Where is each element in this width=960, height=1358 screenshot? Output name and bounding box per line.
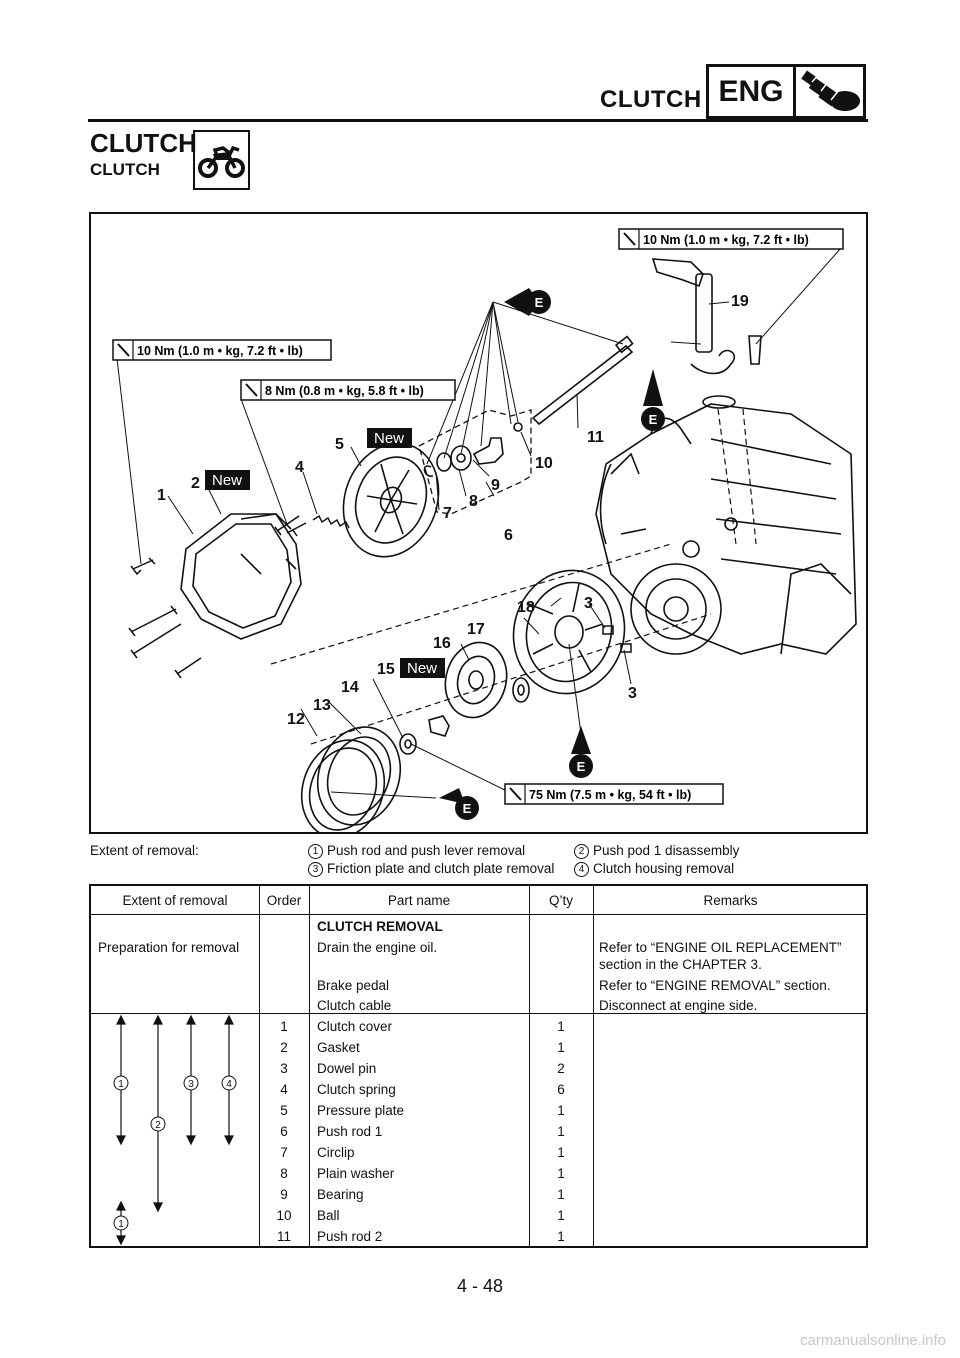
- prep-remark: section in the CHAPTER 3.: [599, 957, 762, 972]
- row-qty: 1: [557, 1145, 565, 1160]
- row-qty: 1: [557, 1229, 565, 1244]
- svg-text:8 Nm (0.8 m • kg, 5.8 ft • lb): 8 Nm (0.8 m • kg, 5.8 ft • lb): [265, 384, 424, 398]
- table-header: Part name: [387, 893, 451, 908]
- callout-18: 18: [517, 599, 535, 616]
- row-qty: 1: [557, 1040, 565, 1055]
- callout-15: 15: [377, 661, 395, 678]
- prep-remark: Refer to “ENGINE REMOVAL” section.: [599, 978, 831, 993]
- page-title: CLUTCH: [90, 128, 197, 158]
- callout-4: 4: [295, 459, 304, 476]
- lube-marker: [504, 288, 551, 316]
- callout-10: 10: [535, 455, 553, 472]
- eng-badge-label: ENG: [709, 67, 796, 116]
- callout-2: 2: [191, 475, 200, 492]
- row-order: 8: [280, 1166, 288, 1181]
- circled-number: 1: [308, 844, 323, 859]
- torque-label: [241, 380, 455, 400]
- page-number: 4 - 48: [456, 1276, 504, 1296]
- row-part: Gasket: [317, 1040, 360, 1055]
- callout-11: 11: [587, 429, 604, 446]
- row-part: Ball: [317, 1208, 340, 1223]
- callout-14: 14: [341, 679, 359, 696]
- row-part: Plain washer: [317, 1166, 395, 1181]
- row-qty: 1: [557, 1103, 565, 1118]
- lube-marker: [641, 369, 665, 431]
- row-order: 7: [280, 1145, 288, 1160]
- callout-8: 8: [469, 493, 478, 510]
- row-order: 10: [276, 1208, 292, 1223]
- new-tag: [367, 428, 412, 448]
- engine-icon: [796, 67, 863, 116]
- motorcycle-icon: [193, 130, 250, 190]
- svg-text:E: E: [534, 295, 544, 310]
- svg-text:E: E: [648, 412, 658, 427]
- circled-number: 4: [574, 862, 589, 877]
- row-order: 5: [280, 1103, 288, 1118]
- svg-text:10 Nm (1.0 m • kg, 7.2 ft • lb: 10 Nm (1.0 m • kg, 7.2 ft • lb): [643, 233, 809, 247]
- extent-arrows: [91, 1013, 259, 1248]
- callout-3a: 3: [584, 595, 593, 612]
- extent-item-1: [308, 843, 525, 859]
- svg-text:New: New: [406, 660, 438, 677]
- torque-label: [505, 784, 723, 804]
- new-tag: [400, 658, 445, 678]
- torque-label: [619, 229, 843, 249]
- svg-text:E: E: [576, 759, 586, 774]
- row-order: 3: [280, 1061, 288, 1076]
- prep-label: Preparation for removal: [98, 940, 240, 955]
- extent-item-2: [574, 843, 739, 859]
- row-order: 9: [280, 1187, 288, 1202]
- extent-item-4: [574, 861, 734, 877]
- circled-number: 2: [574, 844, 589, 859]
- new-tag: [205, 470, 250, 490]
- parts-table: [89, 884, 868, 1248]
- callout-16: 16: [433, 635, 451, 652]
- callout-1: 1: [157, 487, 166, 504]
- arrow-label: 4: [226, 1079, 232, 1090]
- arrow-label: 1: [118, 1219, 124, 1230]
- header-rule: [88, 119, 868, 122]
- row-order: 1: [280, 1019, 288, 1034]
- torque-label: [113, 340, 331, 360]
- callout-6: 6: [504, 527, 513, 544]
- prep-part: Brake pedal: [317, 978, 390, 993]
- watermark: carmanualsonline.info: [800, 1332, 946, 1349]
- section-title: CLUTCH REMOVAL: [317, 919, 443, 934]
- callout-9: 9: [491, 477, 500, 494]
- callout-7: 7: [443, 505, 452, 522]
- extent-item-text: Push pod 1 disassembly: [593, 843, 740, 858]
- row-part: Dowel pin: [317, 1061, 377, 1076]
- row-part: Circlip: [317, 1145, 355, 1160]
- lube-marker: [439, 788, 479, 820]
- row-part: Push rod 2: [317, 1229, 383, 1244]
- table-header: Extent of removal: [122, 893, 228, 908]
- extent-item-text: Clutch housing removal: [593, 861, 735, 876]
- page-subtitle: CLUTCH: [90, 160, 160, 179]
- svg-text:75 Nm (7.5 m • kg, 54 ft • lb): 75 Nm (7.5 m • kg, 54 ft • lb): [529, 788, 692, 802]
- callout-17: 17: [467, 621, 485, 638]
- row-part: Bearing: [317, 1187, 364, 1202]
- arrow-label: 1: [118, 1079, 124, 1090]
- row-part: Push rod 1: [317, 1124, 383, 1139]
- extent-item-3: [308, 861, 554, 877]
- row-order: 11: [276, 1229, 291, 1244]
- row-qty: 2: [557, 1061, 565, 1076]
- eng-badge: [706, 64, 866, 119]
- table-header: Remarks: [703, 893, 758, 908]
- svg-text:New: New: [211, 472, 243, 489]
- arrow-label: 3: [188, 1079, 194, 1090]
- header-section-title: CLUTCH: [600, 86, 702, 113]
- row-part: Pressure plate: [317, 1103, 405, 1118]
- callout-13: 13: [313, 697, 331, 714]
- svg-text:E: E: [462, 801, 472, 816]
- prep-part: Drain the engine oil.: [317, 940, 438, 955]
- prep-part: Clutch cable: [317, 998, 392, 1013]
- row-order: 2: [280, 1040, 288, 1055]
- svg-text:10 Nm (1.0 m • kg, 7.2 ft • lb: 10 Nm (1.0 m • kg, 7.2 ft • lb): [137, 344, 303, 358]
- row-qty: 6: [557, 1082, 565, 1097]
- table-header: Order: [266, 893, 302, 908]
- row-qty: 1: [557, 1208, 565, 1223]
- arrow-label: 2: [155, 1120, 161, 1131]
- svg-text:New: New: [373, 430, 405, 447]
- row-part: Clutch spring: [317, 1082, 396, 1097]
- row-qty: 1: [557, 1019, 565, 1034]
- extent-label: Extent of removal:: [90, 843, 199, 858]
- row-qty: 1: [557, 1187, 565, 1202]
- exploded-diagram: [89, 212, 868, 834]
- row-qty: 1: [557, 1166, 565, 1181]
- row-qty: 1: [557, 1124, 565, 1139]
- row-part: Clutch cover: [317, 1019, 393, 1034]
- callout-19: 19: [731, 293, 749, 310]
- callout-12: 12: [287, 711, 305, 728]
- callout-5: 5: [335, 436, 344, 453]
- row-order: 6: [280, 1124, 288, 1139]
- extent-item-text: Push rod and push lever removal: [327, 843, 526, 858]
- prep-remark: Disconnect at engine side.: [599, 998, 758, 1013]
- table-header: Q’ty: [548, 893, 573, 908]
- row-order: 4: [280, 1082, 288, 1097]
- prep-remark: Refer to “ENGINE OIL REPLACEMENT”: [599, 940, 842, 955]
- extent-item-text: Friction plate and clutch plate removal: [327, 861, 555, 876]
- circled-number: 3: [308, 862, 323, 877]
- lube-marker: [569, 726, 593, 778]
- callout-3b: 3: [628, 685, 637, 702]
